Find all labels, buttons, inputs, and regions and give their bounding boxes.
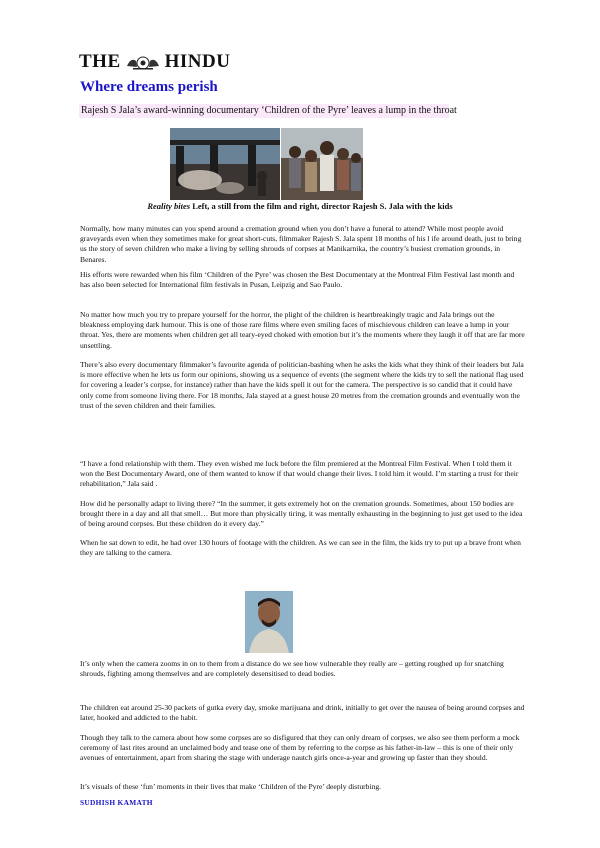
caption-text: Left, a still from the film and right, director Rajesh S. Jala with the kids [190, 201, 453, 211]
director-portrait-image [245, 591, 293, 653]
film-still-image [170, 128, 280, 200]
paragraph: Normally, how many minutes can you spend around a cremation ground when you don’t have a funeral to attend? While most people avoid graveyards even when they sometimes make for great short-cuts, filmmaker Rajesh S. Jala spent 18 months of his l ife around death, just to bring us the story of seven children who make a living by selling shrouds of corpses at Manikarnika, the country’s busiest cremation grounds, in Benares. [80, 224, 522, 264]
paragraph: How did he personally adapt to living there? “In the summer, it gets extremely hot on the cremation grounds. Sometimes, about 150 bodies are brought there in a day and all that smell… But more than physically tiring, it was mentally exhausting in the beginning to just get used to the idea of being around corpses. But these children do it every day.” [80, 499, 523, 529]
paragraph: The children eat around 25-30 packets of gutka every day, smoke marijuana and drink, initially to get over the nausea of being around corpses and later, hooked and addicted to the habit. [80, 703, 525, 723]
paragraph: When he sat down to edit, he had over 130 hours of footage with the children. As we can see in the film, the kids try to put up a brave front when they are talking to the camera. [80, 538, 521, 558]
paragraph: His efforts were rewarded when his film ‘Children of the Pyre’ was chosen the Best Documentary at the Montreal Film Festival last month and has also been selected for International film festivals in Pusan, Leipzig and Sao Paulo. [80, 270, 515, 290]
caption-lead: Reality bites [147, 201, 191, 211]
paragraph: It’s visuals of these ‘fun’ moments in their lives that make ‘Children of the Pyre’ deeply disturbing. [80, 782, 382, 791]
masthead [79, 52, 230, 72]
paragraph: There’s also every documentary filmmaker’s favourite agenda of politician-bashing when he asks the kids what they think of their leaders but Jala is more effective when he lets us form our opinions, showing us a sequence of events (the segment where the kids try to sell the national flag used for covering a leader’s corpse, for instance) rather than have the kids spell it out for the camera. The perspective is so candid that it could have only come from someone living there. For 18 months, Jala stayed at a guest house 20 metres from the cremation grounds and eventually won the trust of the seven children and their families. [80, 360, 524, 410]
article-deck: Rajesh S Jala’s award-winning documentary ‘Children of the Pyre’ leaves a lump in the throat [81, 105, 457, 116]
paragraph: Though they talk to the camera about how some corpses are so disfigured that they can only dream of corpses, we also see them perform a mock ceremony of last rites around an unclaimed body and tease one of them by referring to the corpse as his father-in-law – this is one of their only avenues of entertainment, apart from sharing the stage with underage nautch girls once-a-year and growing up faster than they should. [80, 733, 520, 763]
director-with-kids-image [281, 128, 363, 200]
paragraph: No matter how much you try to prepare yourself for the horror, the plight of the children is heartbreakingly tragic and Jala brings out the bleakness employing dark humour. This is one of those rare films where even smiling faces of mischievous children can leave a lump in your throat. Yes, there are moments when children get all teary-eyed choked with emotion but it’s the moments where they laugh it off that are far more unsettling. [80, 310, 525, 350]
masthead-the: THE [79, 51, 121, 72]
article-headline: Where dreams perish [80, 79, 218, 95]
emblem-icon [125, 54, 161, 70]
paragraph: It’s only when the camera zooms in on to them from a distance do we see how vulnerable they really are – getting roughed up for snatching shrouds, fighting among themselves and are completely desensitised to dead bodies. [80, 659, 504, 679]
byline: SUDHISH KAMATH [80, 798, 153, 807]
paragraph: “I have a fond relationship with them. They even wished me luck before the film premiered at the Montreal Film Festival. When I told them it won the Best Documentary Award, one of them wanted to know if that would change their lives. I told him it would. I’m starting a trust for their rehabilitation,” Jala said . [80, 459, 519, 489]
photo-caption [80, 201, 520, 212]
masthead-hindu: HINDU [164, 51, 231, 72]
